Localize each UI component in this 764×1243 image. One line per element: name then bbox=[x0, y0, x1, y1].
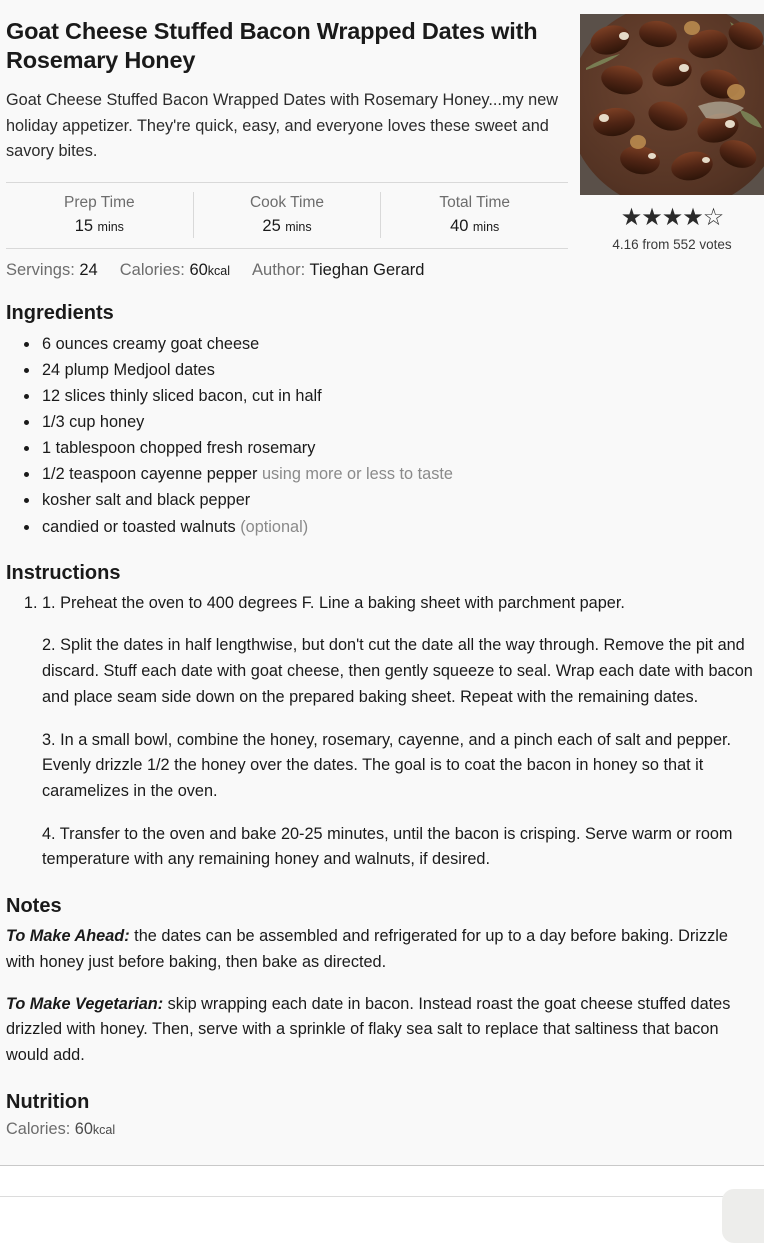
ingredient-item[interactable] bbox=[40, 331, 758, 357]
nutrition-heading: Nutrition bbox=[6, 1090, 90, 1113]
note-body: the dates can be assembled and refrigerated for up to a day before baking. Drizzle with honey just before baking, then bake as directed. bbox=[6, 927, 728, 971]
ingredient-item[interactable] bbox=[40, 435, 758, 461]
prep-time-unit: mins bbox=[97, 220, 124, 235]
cook-time bbox=[193, 192, 381, 238]
prep-time bbox=[6, 192, 193, 238]
notes-block bbox=[6, 924, 758, 1069]
stars-filled: ★★★★ bbox=[620, 204, 703, 231]
ingredients-list bbox=[6, 331, 758, 540]
ingredient-text: kosher salt and black pepper bbox=[42, 491, 251, 510]
calories-value: 60 bbox=[189, 261, 208, 280]
ingredient-note: using more or less to taste bbox=[261, 465, 453, 484]
servings bbox=[6, 261, 98, 280]
note-item bbox=[6, 992, 758, 1069]
instructions-list bbox=[6, 591, 758, 874]
ingredients-heading: Ingredients bbox=[6, 302, 114, 325]
note-item bbox=[6, 924, 758, 975]
card-bottom-spacer bbox=[6, 1139, 758, 1165]
servings-value[interactable]: 24 bbox=[79, 261, 98, 280]
recipe-summary: Goat Cheese Stuffed Bacon Wrapped Dates with Rosemary Honey...my new holiday appetizer. They're quick, easy, and everyone loves these sweet and savory bites. bbox=[6, 91, 559, 160]
star-empty: ☆ bbox=[702, 204, 724, 231]
calories-label: Calories: bbox=[119, 261, 185, 280]
instruction-step: 4. Transfer to the oven and bake 20-25 minutes, until the bacon is crisping. Serve warm or room temperature with any remaining honey and walnuts, if desired. bbox=[42, 824, 733, 869]
author-label: Author: bbox=[252, 261, 306, 280]
calories bbox=[120, 261, 230, 280]
nutrition-calories bbox=[6, 1120, 758, 1139]
nutrition-calories-unit: kcal bbox=[92, 1122, 116, 1137]
ingredient-item[interactable] bbox=[40, 487, 758, 513]
ingredient-item[interactable] bbox=[40, 357, 758, 383]
star-rating[interactable] bbox=[580, 206, 764, 230]
calories-unit: kcal bbox=[207, 264, 231, 279]
author-value: Tieghan Gerard bbox=[309, 261, 425, 280]
recipe-hero bbox=[580, 14, 764, 252]
note-body: skip wrapping each date in bacon. Instead roast the goat cheese stuffed dates drizzled with honey. Then, serve with a sprinkle of flaky sea salt to replace that saltiness that bacon would add. bbox=[6, 994, 731, 1065]
ingredient-text: 6 ounces creamy goat cheese bbox=[42, 335, 260, 354]
ingredient-text: 24 plump Medjool dates bbox=[42, 361, 215, 380]
ingredient-item[interactable] bbox=[40, 461, 758, 487]
servings-label: Servings: bbox=[6, 261, 75, 280]
ingredient-text: candied or toasted walnuts bbox=[42, 517, 236, 536]
cook-time-value: 25 bbox=[262, 217, 281, 236]
prep-time-value: 15 bbox=[74, 217, 94, 236]
ingredient-item[interactable] bbox=[40, 383, 758, 409]
ingredient-item[interactable] bbox=[40, 514, 758, 540]
recipe-image bbox=[580, 14, 764, 195]
recipe-title: Goat Cheese Stuffed Bacon Wrapped Dates with Rosemary Honey bbox=[6, 18, 538, 73]
instruction-step: 2. Split the dates in half lengthwise, but don't cut the date all the way through. Remove the pit and discard. Stuff each date with goat cheese, then gently squeeze to seal. Wrap each date with bacon and place seam side down on the prepared baking sheet. Repeat with the remaining dates. bbox=[42, 636, 753, 706]
total-time-unit: mins bbox=[472, 220, 500, 235]
instruction-item[interactable] bbox=[42, 591, 758, 874]
recipe-times bbox=[6, 182, 568, 249]
rating-summary: 4.16 from 552 votes bbox=[612, 237, 732, 252]
recipe-meta bbox=[6, 261, 758, 280]
cook-time-label: Cook Time bbox=[249, 194, 325, 212]
notes-heading: Notes bbox=[6, 895, 62, 918]
prep-time-label: Prep Time bbox=[64, 194, 135, 212]
note-lead: To Make Vegetarian: bbox=[6, 994, 164, 1013]
nutrition-calories-label: Calories: bbox=[6, 1119, 71, 1138]
instructions-heading: Instructions bbox=[6, 561, 121, 584]
instruction-step: 1. 1. Preheat the oven to 400 degrees F. Line a baking sheet with parchment paper. bbox=[42, 593, 625, 612]
ingredient-item[interactable] bbox=[40, 409, 758, 435]
ingredient-text: 1 tablespoon chopped fresh rosemary bbox=[42, 439, 316, 458]
ingredient-text: 1/3 cup honey bbox=[42, 413, 145, 432]
total-time-value: 40 bbox=[450, 217, 469, 236]
ingredient-text: 12 slices thinly sliced bacon, cut in half bbox=[42, 387, 322, 406]
footer-band-lower bbox=[0, 1196, 764, 1227]
floating-action-chip[interactable] bbox=[722, 1189, 764, 1243]
ingredient-note: (optional) bbox=[240, 517, 309, 536]
total-time-label: Total Time bbox=[439, 194, 510, 212]
cook-time-unit: mins bbox=[285, 220, 312, 235]
instruction-step: 3. In a small bowl, combine the honey, rosemary, cayenne, and a pinch each of salt and pepper. Evenly drizzle 1/2 the honey over the dates. The goal is to coat the bacon in honey so that it caramelizes in the oven. bbox=[42, 730, 732, 800]
total-time bbox=[380, 192, 568, 238]
footer-band-upper bbox=[0, 1165, 764, 1196]
note-lead: To Make Ahead: bbox=[6, 927, 130, 946]
author bbox=[252, 261, 424, 280]
ingredient-text: 1/2 teaspoon cayenne pepper bbox=[42, 465, 258, 484]
nutrition-calories-value: 60 bbox=[74, 1119, 93, 1138]
